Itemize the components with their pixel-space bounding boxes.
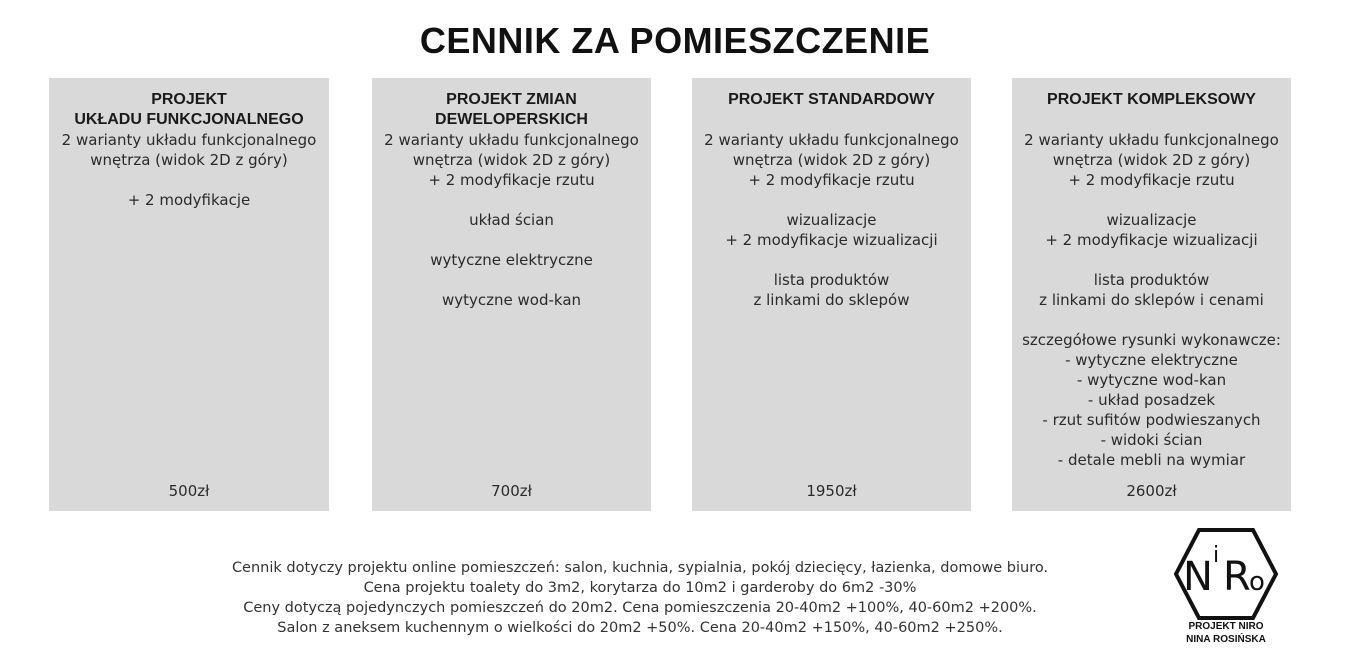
feature-line: - układ posadzek [1087,391,1216,409]
feature-line: wnętrza (widok 2D z góry) [1052,151,1251,169]
note-line: Salon z aneksem kuchennym o wielkości do 20m2 +50%. Cena 20-40m2 +150%, 40-60m2 +250%. [277,620,1003,636]
feature-group [696,210,967,250]
feature-group [53,190,325,210]
feature-line: wizualizacje [1106,211,1197,229]
feature-line: szczegółowe rysunki wykonawcze: [1022,331,1281,349]
logo-letter-n: N [1183,554,1213,600]
logo-letter-r: R [1223,554,1251,600]
logo-caption-line1: PROJEKT NIRO [1188,621,1264,632]
card-title: PROJEKT UKŁADU FUNKCJONALNEGO [74,91,304,128]
feature-line: układ ścian [469,211,554,229]
feature-line: - widoki ścian [1100,431,1203,449]
feature-line: - rzut sufitów podwieszanych [1042,411,1261,429]
feature-line: 2 warianty układu funkcjonalnego [704,131,959,149]
feature-line: + 2 modyfikacje rzutu [748,171,915,189]
brand-logo [1161,519,1291,650]
feature-group [53,130,325,170]
card-price: 500zł [168,482,210,500]
feature-line: - wytyczne elektryczne [1065,351,1238,369]
feature-line: - detale mebli na wymiar [1057,451,1246,469]
feature-group [1016,330,1287,470]
feature-line: wytyczne wod-kan [441,291,582,309]
feature-group [1016,270,1287,310]
page-title: CENNIK ZA POMIESZCZENIE [419,20,931,61]
feature-group [376,290,647,310]
feature-line: wytyczne elektryczne [430,251,593,269]
feature-line: - wytyczne wod-kan [1076,371,1227,389]
feature-line: z linkami do sklepów [753,291,910,309]
note-line: Cena projektu toalety do 3m2, korytarza do 10m2 i garderoby do 6m2 -30% [363,580,917,596]
logo-letter-o: o [1249,567,1265,597]
pricing-card-functional-layout [49,78,329,511]
feature-line: lista produktów [1093,271,1210,289]
feature-line: wnętrza (widok 2D z góry) [412,151,611,169]
card-title: PROJEKT KOMPLEKSOWY [1047,91,1256,108]
feature-group [696,130,967,190]
feature-line: wnętrza (widok 2D z góry) [732,151,931,169]
feature-group [376,210,647,230]
card-title: PROJEKT ZMIAN DEWELOPERSKICH [435,91,588,128]
card-title: PROJEKT STANDARDOWY [728,91,935,108]
logo-letter-i: i [1213,543,1220,568]
pricing-notes [140,558,1140,638]
feature-line: wnętrza (widok 2D z góry) [90,151,288,169]
feature-line: + 2 modyfikacje wizualizacji [725,231,938,249]
feature-line: + 2 modyfikacje wizualizacji [1045,231,1258,249]
feature-line: lista produktów [773,271,890,289]
feature-line: z linkami do sklepów i cenami [1039,291,1264,309]
feature-line: + 2 modyfikacje rzutu [1068,171,1235,189]
note-line: Ceny dotyczą pojedynczych pomieszczeń do 20m2. Cena pomieszczenia 20-40m2 +100%, 40-60m2 +200%. [243,600,1037,616]
feature-line: + 2 modyfikacje rzutu [428,171,595,189]
card-price: 1950zł [806,482,857,500]
card-price: 700zł [491,482,532,500]
pricing-card-complex [1012,78,1291,511]
feature-line: wizualizacje [786,211,877,229]
feature-group [1016,210,1287,250]
hexagon-logo-icon [1161,524,1291,624]
card-price: 2600zł [1126,482,1177,500]
feature-group [376,130,647,190]
feature-line: 2 warianty układu funkcjonalnego [61,131,317,149]
feature-group [696,270,967,310]
pricing-card-developer-changes [372,78,651,511]
note-line: Cennik dotyczy projektu online pomieszczeń: salon, kuchnia, sypialnia, pokój dziecięcy, łazienka, domowe biuro. [231,560,1049,576]
feature-line: + 2 modyfikacje [127,191,251,209]
logo-caption-line2: NINA ROSIŃSKA [1186,634,1266,645]
feature-group [1016,130,1287,190]
feature-line: 2 warianty układu funkcjonalnego [384,131,639,149]
feature-group [376,250,647,270]
pricing-card-standard [692,78,971,511]
feature-line: 2 warianty układu funkcjonalnego [1024,131,1279,149]
